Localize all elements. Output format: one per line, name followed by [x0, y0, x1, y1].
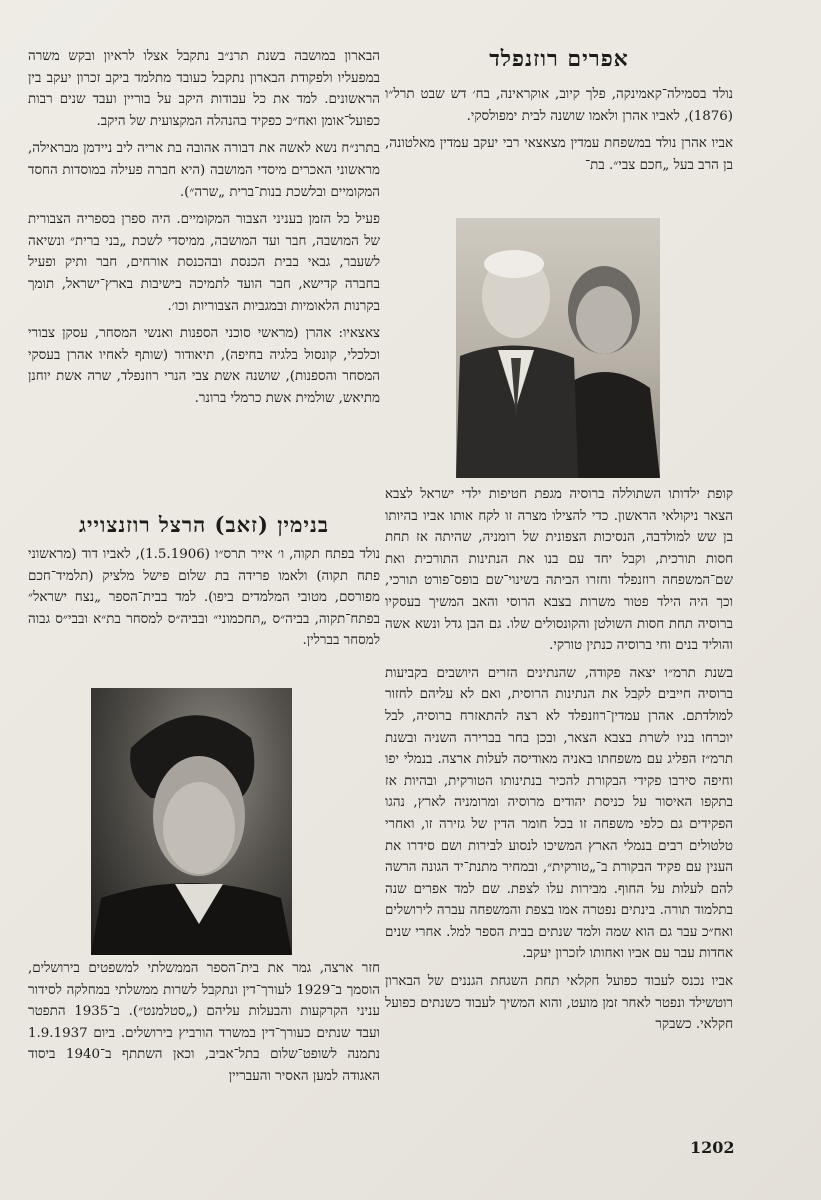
paragraph: בשנת תרמ״ו יצאה פקודה, שהנתינים הזרים היושבים בקביעות ברוסיה חייבים לקבל את הנתינות הרוסית, ואם לא עליהם לחזור למולדתם. אהרן עמדין־רוזנפלד לא רצה להתאזרח ברוסיה, לבל יוכרחו בניו לשרת בצבא הצאר, ובכן בחר בברירה השניה ובשנת תרמ״ז הפליג עם משפחתו באניה מאודיסה לעלות ארצה. בנמלי יפו וחיפה סירבו פקידי הבקורת להכיר בנתינותו הטורקית, ובהיות אז בתקפו האיסור על כניסת יהודים מרוסיה ומרומניה לארץ, נהגו הפקידים גם כלפי משפחה זו בכל חומר הדין של גזירה זו, ואחרי טלטולים רבים בנמלי הארץ המשיכו לנסוע לבירות ושם סידרו את הענין עם פקיד הבקורת ב־„טורקית״, ובמחיר מתנת־יד הגונה הרשה להם לעלות על החוף. מבירות עלו לצפת. שם למד אפרים שנה בתלמוד תורה. בינתים נפטרה אמו בצפת והמשפחה עברה לירושלים ואח״כ עבר גם הוא שמה ולמד שנתים בבית הספר למל. אחרי שנים אחדות עבר עם אביו ואחותו לזכרון יעקב.	[385, 665, 733, 962]
paragraph: קופת ילדותו השתוללה ברוסיה מגפת חטיפות ילדי ישראל לצבא הצאר ניקולאי הראשון. כדי להצילו מצרה זו לקח אותו אביו בהיותו בן שש למולדבה, הנסיכות הצפונית של רומניה, שהיתה אז תחת חסות תורכית, וקבל יחד עם בנו את הנתינות התורכית ואת שם־המשפחה רוזנפלד וחזרו הביתה בשינוי־שם בופס־פורט תורכי, וכך היה הילד פטור משרות בצבא הרוסי והאב המשיך בעסקיו ברוסיה תחת חסות השולטן והקונסולים שלו. גם הבן גדל ונשא אשה והוליד בנים וחי ברוסיה כנתין טורקי.	[385, 487, 733, 654]
left-column-lower	[28, 958, 380, 1094]
right-column	[385, 46, 733, 182]
right-column-lower	[385, 484, 733, 1042]
left-column-second-article	[28, 512, 380, 658]
paragraph: הבארון במושבה בשנת תרנ״ב נתקבל אצלו לראיון ובקש משרה במפעליו ולפקודת הבארון נתקבל כעובד מתלמד ביקב זכרון יעקב בין הראשונים. למד את כל עבודות היקב על בוריין ועבד שנים רבות כפועל־אומן ואח״כ כפקיד בהנהלה המקצועית של היקב.	[28, 49, 380, 129]
paragraph: נולד בפתח תקוה, ו׳ אייר תרס״ו (1.5.1906), לאביו דוד (מראשוני פתח תקוה) ולאמו פרידה בת שלום פישל מלציק (תלמיד־חכם מפורסם, מטובי המלמדים ביפו). למד בבית־הספר „נצח ישראל״ בפתח־תקוה, בביה״ס „תחכמוני״ ובביה״ס למסחר בת״א ובבי״ס גבוה למסחר בברלין.	[28, 547, 381, 649]
portrait-couple-photo	[456, 218, 660, 478]
left-column	[28, 46, 380, 416]
article-title-rosenfeld: אפרים רוזנפלד	[489, 46, 629, 72]
page-number: 1202	[690, 1138, 735, 1157]
portrait-man-photo	[91, 688, 292, 955]
paragraph: חזר ארצה, גמר את בית־הספר הממשלתי למשפטים בירושלים, הוסמך ב־1929 לעורך־דין ונתקבל לשרות ממשלתי במחלקה לסידור עניני הקרקעות והבעלות עליהם („סטלמנט״). ב־1935 התפטר ועבד שנתים כעורך־דין במשרד הורביץ בירושלים. ביום 1.9.1937 נתמנה לשופט־שלום בתל־אביב, וכאן השתתף ב־1940 ביסוד האגודה למען האסיר והעבריין	[28, 961, 380, 1084]
paragraph: צאצאיו: אהרן (מראשי סוכני הספנות ואנשי המסחר, עסקן צבורי וכלכלי, קונסול בלגיה בחיפה), תיאודור (שותף לאחיו אהרן בעסקי המסחר והספנות), שושנה אשת צבי הנרי רוזנפלד, שרה אשת יוחנן מתיאש, שולמית אשת כרמלי ברונר.	[28, 326, 380, 406]
paragraph: בתרנ״ח נשא לאשה את דבורה אהובה בת אריה ליב ניידמן מבראילה, מראשוני האכרים מיסדי המושבה (היא חברה פעילה במוסדות החסד המקומיים ובלשכת בנות־ברית „שרה״).	[28, 141, 380, 200]
paragraph: אביו אהרן נולד במשפחת עמדין מצאצאי רבי יעקב עמדין מאלטונה, בן הרב בעל „חכם צבי״. בת־	[385, 136, 733, 173]
article-title-rosenzweig: בנימין (זאב) הרצל רוזנצוייג	[79, 512, 329, 537]
paragraph: פעיל כל הזמן בעניני הצבור המקומיים. היה ספרן בספריה הצבורית של המושבה, חבר ועד המושבה, ממיסדי לשכת „בני ברית״ ונשיאה לשעבר, גבאי בבית הכנסת ובהכנסת אורחים, חבר ותיק ופעיל בחברה קדישא, חבר הועד לתמיכה בישיבות בארץ־ישראל, תומך בקרנות הלאומיות ובמגביות הצבוריות וכו׳.	[28, 212, 380, 314]
paragraph: אביו נכנס לעבוד כפועל חקלאי תחת השגחת הגננים של הבארון רוטשילד ונפטר לאחר זמן מועט, והוא המשיך לעבוד כשנתים כפועל חקלאי. כשבקר	[385, 974, 733, 1033]
paragraph: נולד בסמילה־קאמינקה, פלך קיוב, אוקראינה, בח׳ דש שבט תרל״ו (1876), לאביו אהרן ולאמו שושנה לבית ימפולסקי.	[385, 87, 733, 124]
